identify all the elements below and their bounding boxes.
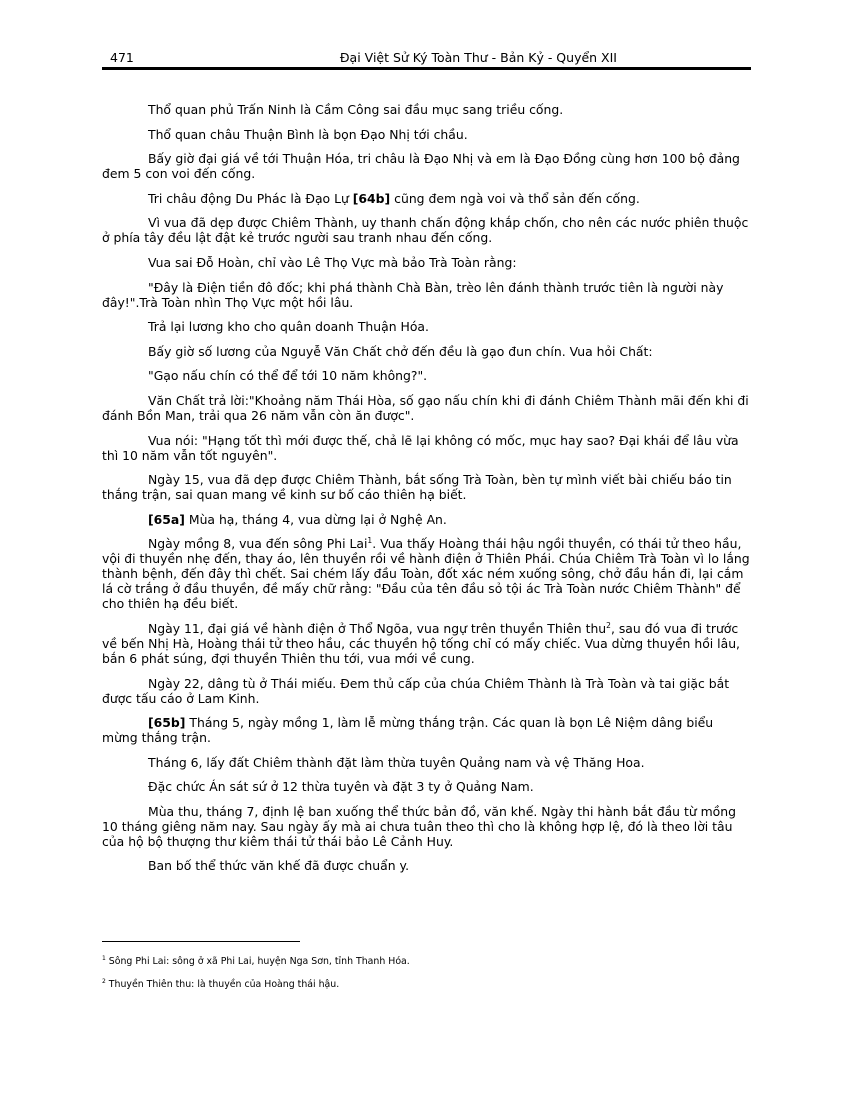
paragraph — [102, 151, 750, 181]
paragraph-text: Bấy giờ đại giá về tới Thuận Hóa, tri châu là Đạo Nhị và em là Đạo Đồng cùng hơn 100 bộ đảng đem 5 con voi đến cống. — [102, 151, 740, 182]
paragraph-text: Văn Chất trả lời:"Khoảng năm Thái Hòa, số gạo nấu chín khi đi đánh Chiêm Thành mãi đến khi đi đánh Bồn Man, trải qua 26 năm vẫn còn ăn được". — [102, 392, 749, 423]
paragraph-text: . Vua thấy Hoàng thái hậu ngồi thuyền, có thái tử theo hầu, vội đi thuyền nhẹ đến, thay áo, lên thuyền rồi về hành điện ở Thiên Phái. Chúa Chiêm Trà Toàn vì lo lắng thành bệnh, đến đây thì chết. Sai chém lấy đầu Toàn, đốt xác ném xuống sông, chở đầu hắn đi, lại cắm lá cờ trắng ở đầu thuyền, đề mấy chữ rằng: "Đầu của tên đầu sỏ tội ác Trà Toàn nước Chiêm Thành" để cho thiên hạ đều biết. — [102, 536, 750, 612]
paragraph — [102, 393, 750, 423]
footnote-text: Sông Phi Lai: sông ở xã Phi Lai, huyện Nga Sơn, tỉnh Thanh Hóa. — [105, 956, 410, 967]
paragraph — [102, 215, 750, 245]
footnote — [102, 956, 750, 968]
paragraph-text: "Đây là Điện tiền đô đốc; khi phá thành Chà Bàn, trèo lên đánh thành trước tiên là người này đây!".Trà Toàn nhìn Thọ Vực một hồi lâu. — [102, 279, 724, 310]
footnote-number: 2 — [102, 977, 106, 985]
paragraph — [102, 319, 750, 334]
paragraph-text: Ban bố thể thức văn khế đã được chuẩn y. — [148, 858, 410, 874]
footnote — [102, 979, 750, 991]
footnote-ref: 1 — [367, 536, 373, 546]
paragraph — [102, 191, 750, 206]
paragraph — [102, 344, 750, 359]
paragraph — [102, 715, 750, 745]
paragraph-text: Tháng 5, ngày mồng 1, làm lễ mừng thắng trận. Các quan là bọn Lê Niệm dâng biểu mừng thắng trận. — [102, 715, 714, 746]
paragraph-text: Bấy giờ số lương của Nguyễ Văn Chất chở đến đều là gạo đun chín. Vua hỏi Chất: — [148, 343, 653, 359]
paragraph-text: Vua nói: "Hạng tốt thì mới được thế, chả lẽ lại không có mốc, mục hay sao? Đại khái để lâu vừa thì 10 năm vẫn tốt nguyên". — [102, 432, 739, 463]
paragraph-text: Mùa thu, tháng 7, định lệ ban xuống thể thức bản đồ, văn khế. Ngày thi hành bắt đầu từ mồng 10 tháng giêng năm nay. Sau ngày ấy mà ai chưa tuân theo thì cho là không hợp lệ, đó là theo lời tâu của hộ bộ thượng thư kiêm thái tử thái bảo Lê Cảnh Huy. — [102, 803, 736, 849]
paragraph-text: Mùa hạ, tháng 4, vua dừng lại ở Nghệ An. — [184, 511, 447, 527]
paragraph-text: "Gạo nấu chín có thể để tới 10 năm không?". — [148, 368, 428, 384]
footnote-number: 1 — [102, 954, 106, 962]
paragraph-text: Thổ quan phủ Trấn Ninh là Cầm Công sai đầu mục sang triều cống. — [148, 102, 564, 117]
paragraph-text: Ngày 22, dâng tù ở Thái miếu. Đem thủ cấp của chúa Chiêm Thành là Trà Toàn và tai giặc bắt được tấu cáo ở Lam Kinh. — [102, 675, 730, 706]
paragraph-text: Ngày mồng 8, vua đến sông Phi Lai — [148, 536, 368, 552]
paragraph — [102, 280, 750, 310]
paragraph-text: Ngày 15, vua đã dẹp được Chiêm Thành, bắt sống Trà Toàn, bèn tự mình viết bài chiếu báo tin thắng trận, sai quan mang về kinh sư bố cáo thiên hạ biết. — [102, 472, 732, 503]
paragraph — [102, 102, 750, 117]
footnote-ref: 2 — [606, 620, 611, 630]
footnote-text: Thuyền Thiên thu: là thuyền của Hoàng thái hậu. — [105, 979, 340, 990]
paragraph-text: Tháng 6, lấy đất Chiêm thành đặt làm thừa tuyên Quảng nam và vệ Thăng Hoa. — [148, 754, 645, 770]
paragraph-text: , sau đó vua đi trước về bến Nhị Hà, Hoàng thái tử theo hầu, các thuyền hộ tống chỉ có mấy chiếc. Vua dừng thuyền hồi lâu, bắn 6 phát súng, đợi thuyền Thiên thu tới, vua mới về cung. — [102, 620, 740, 666]
paragraph-text: Thổ quan châu Thuận Bình là bọn Đạo Nhị tới chầu. — [148, 126, 468, 142]
paragraph — [102, 368, 750, 383]
paragraph — [102, 858, 750, 873]
page-marker: [65b] — [148, 715, 186, 731]
paragraph-text: Vua sai Đỗ Hoàn, chỉ vào Lê Thọ Vực mà bảo Trà Toàn rằng: — [148, 254, 517, 270]
paragraph — [102, 621, 750, 666]
page-header — [102, 50, 751, 68]
page-marker: [64b] — [352, 190, 391, 206]
paragraph — [102, 536, 750, 611]
paragraph — [102, 779, 750, 794]
page-number: 471 — [110, 50, 134, 65]
paragraph — [102, 804, 750, 849]
paragraph-text: Ngày 11, đại giá về hành điện ở Thổ Ngõa, vua ngự trên thuyền Thiên thu — [148, 620, 607, 636]
paragraph — [102, 433, 750, 463]
paragraph — [102, 755, 750, 770]
paragraph — [102, 472, 750, 502]
paragraph-text: Tri châu động Du Phác là Đạo Lự — [148, 190, 353, 206]
paragraph — [102, 255, 750, 270]
paragraph-text: Đặc chức Án sát sứ ở 12 thừa tuyên và đặt 3 ty ở Quảng Nam. — [148, 779, 534, 795]
paragraph — [102, 127, 750, 142]
running-title: Đại Việt Sử Ký Toàn Thư - Bản Kỷ - Quyển XII — [339, 50, 617, 65]
paragraph-text: cũng đem ngà voi và thổ sản đến cống. — [390, 190, 640, 206]
footnotes — [102, 956, 750, 1002]
paragraph-text: Trả lại lương kho cho quân doanh Thuận Hóa. — [148, 319, 429, 335]
paragraph — [102, 676, 750, 706]
header-rule — [102, 67, 751, 70]
paragraph — [102, 512, 750, 527]
page-marker: [65a] — [148, 511, 185, 527]
paragraph-text: Vì vua đã dẹp được Chiêm Thành, uy thanh chấn động khắp chốn, cho nên các nước phiên thuộc ở phía tây đều lật đật kẻ trước người sau tranh nhau đến cống. — [102, 215, 749, 246]
footnote-separator — [102, 941, 300, 942]
body-text — [102, 102, 750, 883]
